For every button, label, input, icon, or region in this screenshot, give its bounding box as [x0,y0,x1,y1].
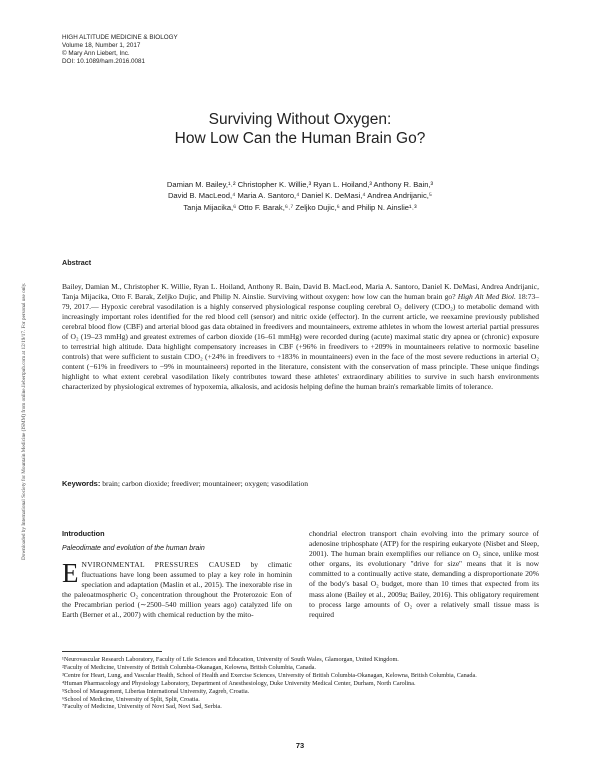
lead-in-smallcaps: NVIRONMENTAL PRESSURES CAUSED [81,560,241,569]
authors-line-2: David B. MacLeod,⁴ Maria A. Santoro,⁴ Daniel K. DeMasi,⁴ Andrea Andrijanic,⁵ [167,191,433,201]
journal-name: HIGH ALTITUDE MEDICINE & BIOLOGY [62,34,178,41]
footnote: ⁷Faculty of Medicine, University of Novi Sad, Novi Sad, Serbia. [62,703,222,711]
journal-copyright: © Mary Ann Liebert, Inc. [62,50,130,57]
title-line-2: How Low Can the Human Brain Go? [174,130,426,147]
journal-volume: Volume 18, Number 1, 2017 [62,42,141,49]
abstract-citation-authors: Bailey, Damian M., Christopher K. Willie, Ryan L. Hoiland, Anthony R. Bain, David B. MacLeod, Maria A. Santoro, Daniel K. DeMasi, Andrea Andrijanic, Tanja Mijacika, Otto F. Barak, Zeljko Dujic, and Philip N. Ainslie. Surviving without oxygen: how low can the human brain go? [62,282,539,302]
footnote: ²Faculty of Medicine, University of British Columbia-Okanagan, Kelowna, British Columbia, Canada. [62,663,316,671]
abstract-body [62,282,539,393]
authors-line-1: Damian M. Bailey,¹˒² Christopher K. Willie,³ Ryan L. Hoiland,³ Anthony R. Bain,³ [166,180,434,189]
author-list [95,179,505,213]
title-line-1: Surviving Without Oxygen: [208,111,392,128]
introduction-heading: Introduction [62,529,105,538]
keywords [62,479,539,488]
keywords-list: brain; carbon dioxide; freediver; mountaineer; oxygen; vasodilation [102,479,309,488]
body-column-left [62,560,292,621]
abstract-text: Hypoxic cerebral vasodilation is a highly conserved physiological response coupling cerebral O₂ delivery (CDO₂) to metabolic demand with increasingly important roles identified for the red blood cell (sensor) and nitric oxide (effector). In the current article, we reexamine previously published cerebral blood flow (CBF) and arterial blood gas data obtained in freedivers and mountaineers, extreme athletes in whom the lowest arterial partial pressures of O₂ (19–23 mmHg) and greatest extremes of carbon dioxide (16–61 mmHg) were recorded during (acute) maximal static dry apnea or (chronic) exposure to terrestrial high altitude. Data highlight compensatory increases in CBF (+96% in freedivers to +209% in mountaineers relative to normoxic baseline controls) that were sufficient to sustain CDO₂ (+24% in freedivers to +183% in mountaineers) even in the face of the most severe reductions in arterial O₂ content (−61% in freedivers to −9% in mountaineers) reported in the literature, consistent with the conservation of mass principle. These unique findings highlight to what extent cerebral vasodilation likely contributes toward these athletes' extraordinary abilities to survive in such harsh environments characterized by physiological extremes of hypoxemia, alkalosis, and acidosis helping define the human brain's remarkable limits of tolerance. [62,302,540,392]
footnote: ¹Neurovascular Research Laboratory, Faculty of Life Sciences and Education, University of South Wales, Glamorgan, United Kingdom. [62,656,399,663]
body-column-right: chondrial electron transport chain evolving into the primary source of adenosine triphosphate (ATP) for the respiring eukaryote (Nisbet and Sleep, 2001). The human brain exemplifies our reliance on O₂ since, unlike most other organs, its evolutionary ''drive for size'' means that it is now committed to a continually active state, demanding a disproportionate 20% of the body's basal O₂ budget, more than 10 times that expected from its mass alone (Bailey et al., 2009a; Bailey, 2016). This obligatory requirement to process large amounts of O₂ over a relatively small tissue mass is required [309,529,539,619]
left-column-text: by climatic fluctuations have long been assumed to play a key role in hominin speciation and adaptation (Maslin et al., 2015). The inexorable rise in the paleoatmospheric O₂ concentration throughout the Proterozoic Eon of the Precambrian period (∼2500–540 million years ago) catalyzed life on Earth (Berner et al., 2007) with chemical reduction by the mito- [62,560,293,620]
affiliation-footnotes [62,656,539,711]
abstract-citation-journal: High Alt Med Biol. [457,292,516,302]
abstract-heading: Abstract [62,258,92,267]
abstract-citation-pages: 18:73–79, 2017.— [62,292,540,312]
introduction-subheading: Paleodimate and evolution of the human brain [62,545,205,552]
footnote: ⁵School of Management, Libertas International University, Zagreb, Croatia. [62,687,250,695]
drop-cap: E [62,558,79,588]
authors-line-3: Tanja Mijacika,⁶ Otto F. Barak,⁶˒⁷ Zeljko Dujic,⁶ and Philip N. Ainslie¹˒³ [183,202,417,212]
journal-header [62,34,178,66]
footnote: ⁴Human Pharmacology and Physiology Laboratory, Department of Anesthesiology, Duke University Medical Center, Durham, North Carolina. [62,679,416,687]
footnote-divider [62,651,162,652]
article-title [100,110,500,148]
journal-doi[interactable]: DOI: 10.1089/ham.2016.0081 [62,58,145,65]
download-side-note: Downloaded by International Society for Mountain Medicine (ISMM) from online.liebertpub.com at 12/19/17. For personal use only. [21,282,27,560]
footnote: ³Centre for Heart, Lung, and Vascular Health, School of Health and Exercise Sciences, University of British Columbia-Okanagan, Kelowna, British Columbia, Canada. [62,671,477,679]
keywords-label: Keywords: [62,479,101,488]
page-number: 73 [295,741,305,750]
footnote: ⁶School of Medicine, University of Split, Split, Croatia. [62,695,200,703]
